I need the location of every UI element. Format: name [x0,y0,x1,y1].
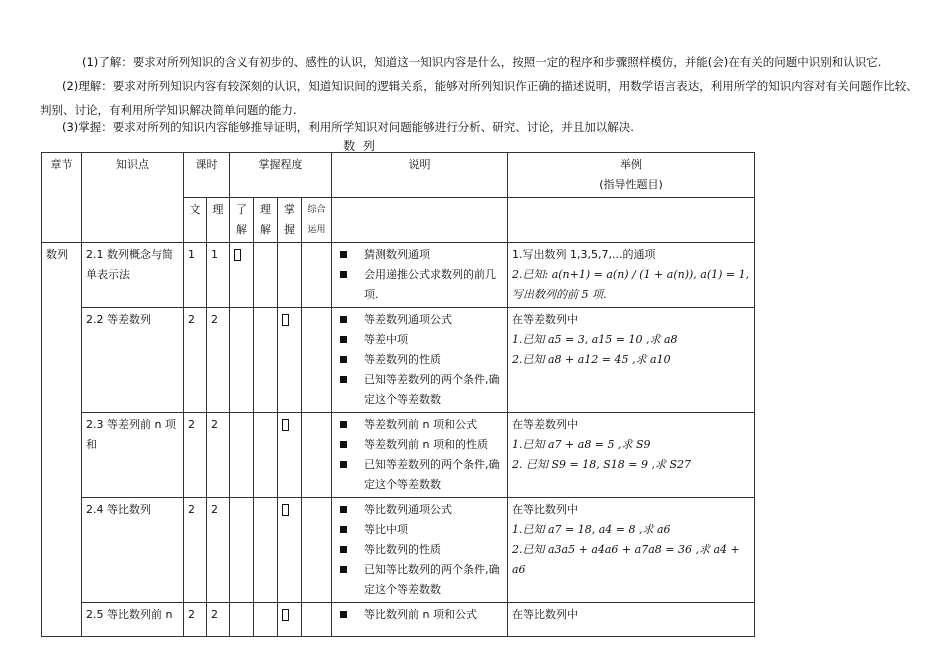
example-line: 在等差数列中 [512,418,578,431]
example-line: 2. 已知 S9 = 18, S18 = 9 ,求 S27 [512,458,691,471]
notes-cell [332,243,508,308]
mastery-level-1 [230,413,254,498]
list-item: 等比数列的性质 [336,540,503,560]
mastery-level-3 [278,413,302,498]
topic-cell: 2.4 等比数列 [82,498,184,603]
mastery-level-4 [302,308,332,413]
example-line: 2.已知 a3a5 + a4a6 + a7a8 = 36 ,求 a4 + a6 [512,543,740,576]
table-row [42,308,755,413]
mastery-level-1 [230,498,254,603]
hours-li: 2 [207,308,230,413]
table-row [42,498,755,603]
mastery-level-4 [302,413,332,498]
mastery-level-4 [302,243,332,308]
mastery-level-3 [278,308,302,413]
examples-cell [508,413,755,498]
examples-cell [508,243,755,308]
example-line: 1.写出数列 1,3,5,7,...的通项 [512,248,656,261]
examples-cell [508,308,755,413]
notes-cell [332,498,508,603]
checkbox-icon [282,314,289,326]
syllabus-table [41,152,755,637]
example-line: 在等比数列中 [512,503,578,516]
hours-wen: 2 [184,413,207,498]
mastery-level-2 [254,498,278,603]
example-line: 1.已知 a7 = 18, a4 = 8 ,求 a6 [512,523,671,536]
intro-paragraph-3: (3)掌握：要求对所列的知识内容能够推导证明，利用所学知识对问题能够进行分析、研究、讨论，并且加以解决. [62,120,634,134]
examples-cell [508,498,755,603]
hours-li: 2 [207,413,230,498]
header-level-2: 理 解 [254,198,278,243]
hours-wen: 2 [184,603,207,637]
checkbox-icon [282,419,289,431]
header-notes-blank [332,198,508,243]
header-wen: 文 [184,198,207,243]
example-line: 2.已知: a(n+1) = a(n) / (1 + a(n)), a(1) = 1,写出数列的前 5 项. [512,268,750,301]
header-level-3: 掌 握 [278,198,302,243]
header-level-1: 了 解 [230,198,254,243]
mastery-level-4 [302,498,332,603]
table-row [42,603,755,637]
chapter-cell: 数列 [42,243,82,637]
notes-cell [332,413,508,498]
topic-cell: 2.2 等差数列 [82,308,184,413]
hours-wen: 2 [184,498,207,603]
hours-li: 2 [207,603,230,637]
topic-cell: 2.3 等差列前 n 项和 [82,413,184,498]
notes-cell [332,308,508,413]
example-line: 2.已知 a8 + a12 = 45 ,求 a10 [512,353,671,366]
list-item: 已知等差数列的两个条件,确定这个等差数数 [336,370,503,410]
hours-li: 1 [207,243,230,308]
intro-paragraph-2: (2)理解：要求对所列知识内容有较深刻的认识，知道知识间的逻辑关系，能够对所列知识作正确的描述说明，用数学语言表达，利用所学的知识内容对有关问题作比较、判别、讨论，有利用所学知识解决简单问题的能力. [40,79,918,117]
mastery-level-2 [254,308,278,413]
notes-cell [332,603,508,637]
table-row [42,413,755,498]
header-examples [508,153,755,198]
topic-cell: 2.1 数列概念与简单表示法 [82,243,184,308]
checkbox-icon [282,504,289,516]
mastery-level-2 [254,243,278,308]
checkbox-icon [234,249,241,261]
list-item: 等差数列前 n 项和公式 [336,415,503,435]
example-line: 在等差数列中 [512,313,578,326]
examples-cell [508,603,755,637]
header-notes: 说明 [332,153,508,198]
header-chapter: 章节 [42,153,82,243]
list-item: 等比中项 [336,520,503,540]
mastery-level-3 [278,243,302,308]
mastery-level-1 [230,603,254,637]
list-item: 会用递推公式求数列的前几项. [336,265,503,305]
list-item: 等差中项 [336,330,503,350]
mastery-level-1 [230,243,254,308]
example-line: 在等比数列中 [512,608,578,621]
intro-paragraph-1: (1)了解：要求对所列知识的含义有初步的、感性的认识，知道这一知识内容是什么，按照一定的程序和步骤照样模仿，并能(会)在有关的问题中识别和认识它. [82,55,882,69]
list-item: 等比数列前 n 项和公式 [336,605,503,625]
list-item: 已知等比数列的两个条件,确定这个等差数数 [336,560,503,600]
header-hours: 课时 [184,153,230,198]
mastery-level-3 [278,603,302,637]
header-row-1 [42,153,755,198]
hours-wen: 2 [184,308,207,413]
list-item: 已知等差数列的两个条件,确定这个等差数数 [336,455,503,495]
header-level-4: 综合 运用 [302,198,332,243]
list-item: 等差数列的性质 [336,350,503,370]
list-item: 猜测数列通项 [336,245,503,265]
header-examples-blank [508,198,755,243]
mastery-level-3 [278,498,302,603]
hours-li: 2 [207,498,230,603]
table-caption: 数 列 [343,139,377,153]
hours-wen: 1 [184,243,207,308]
mastery-level-2 [254,413,278,498]
list-item: 等差数列前 n 项和的性质 [336,435,503,455]
mastery-level-1 [230,308,254,413]
topic-cell: 2.5 等比数列前 n [82,603,184,637]
mastery-level-2 [254,603,278,637]
table-row [42,243,755,308]
list-item: 等比数列通项公式 [336,500,503,520]
list-item: 等差数列通项公式 [336,310,503,330]
header-li: 理 [207,198,230,243]
header-examples-sub: (指导性题目) [599,178,663,191]
header-mastery: 掌握程度 [230,153,332,198]
mastery-level-4 [302,603,332,637]
checkbox-icon [282,609,289,621]
header-knowledge: 知识点 [82,153,184,243]
header-examples-title: 举例 [620,158,642,171]
example-line: 1.已知 a5 = 3, a15 = 10 ,求 a8 [512,333,678,346]
example-line: 1.已知 a7 + a8 = 5 ,求 S9 [512,438,651,451]
